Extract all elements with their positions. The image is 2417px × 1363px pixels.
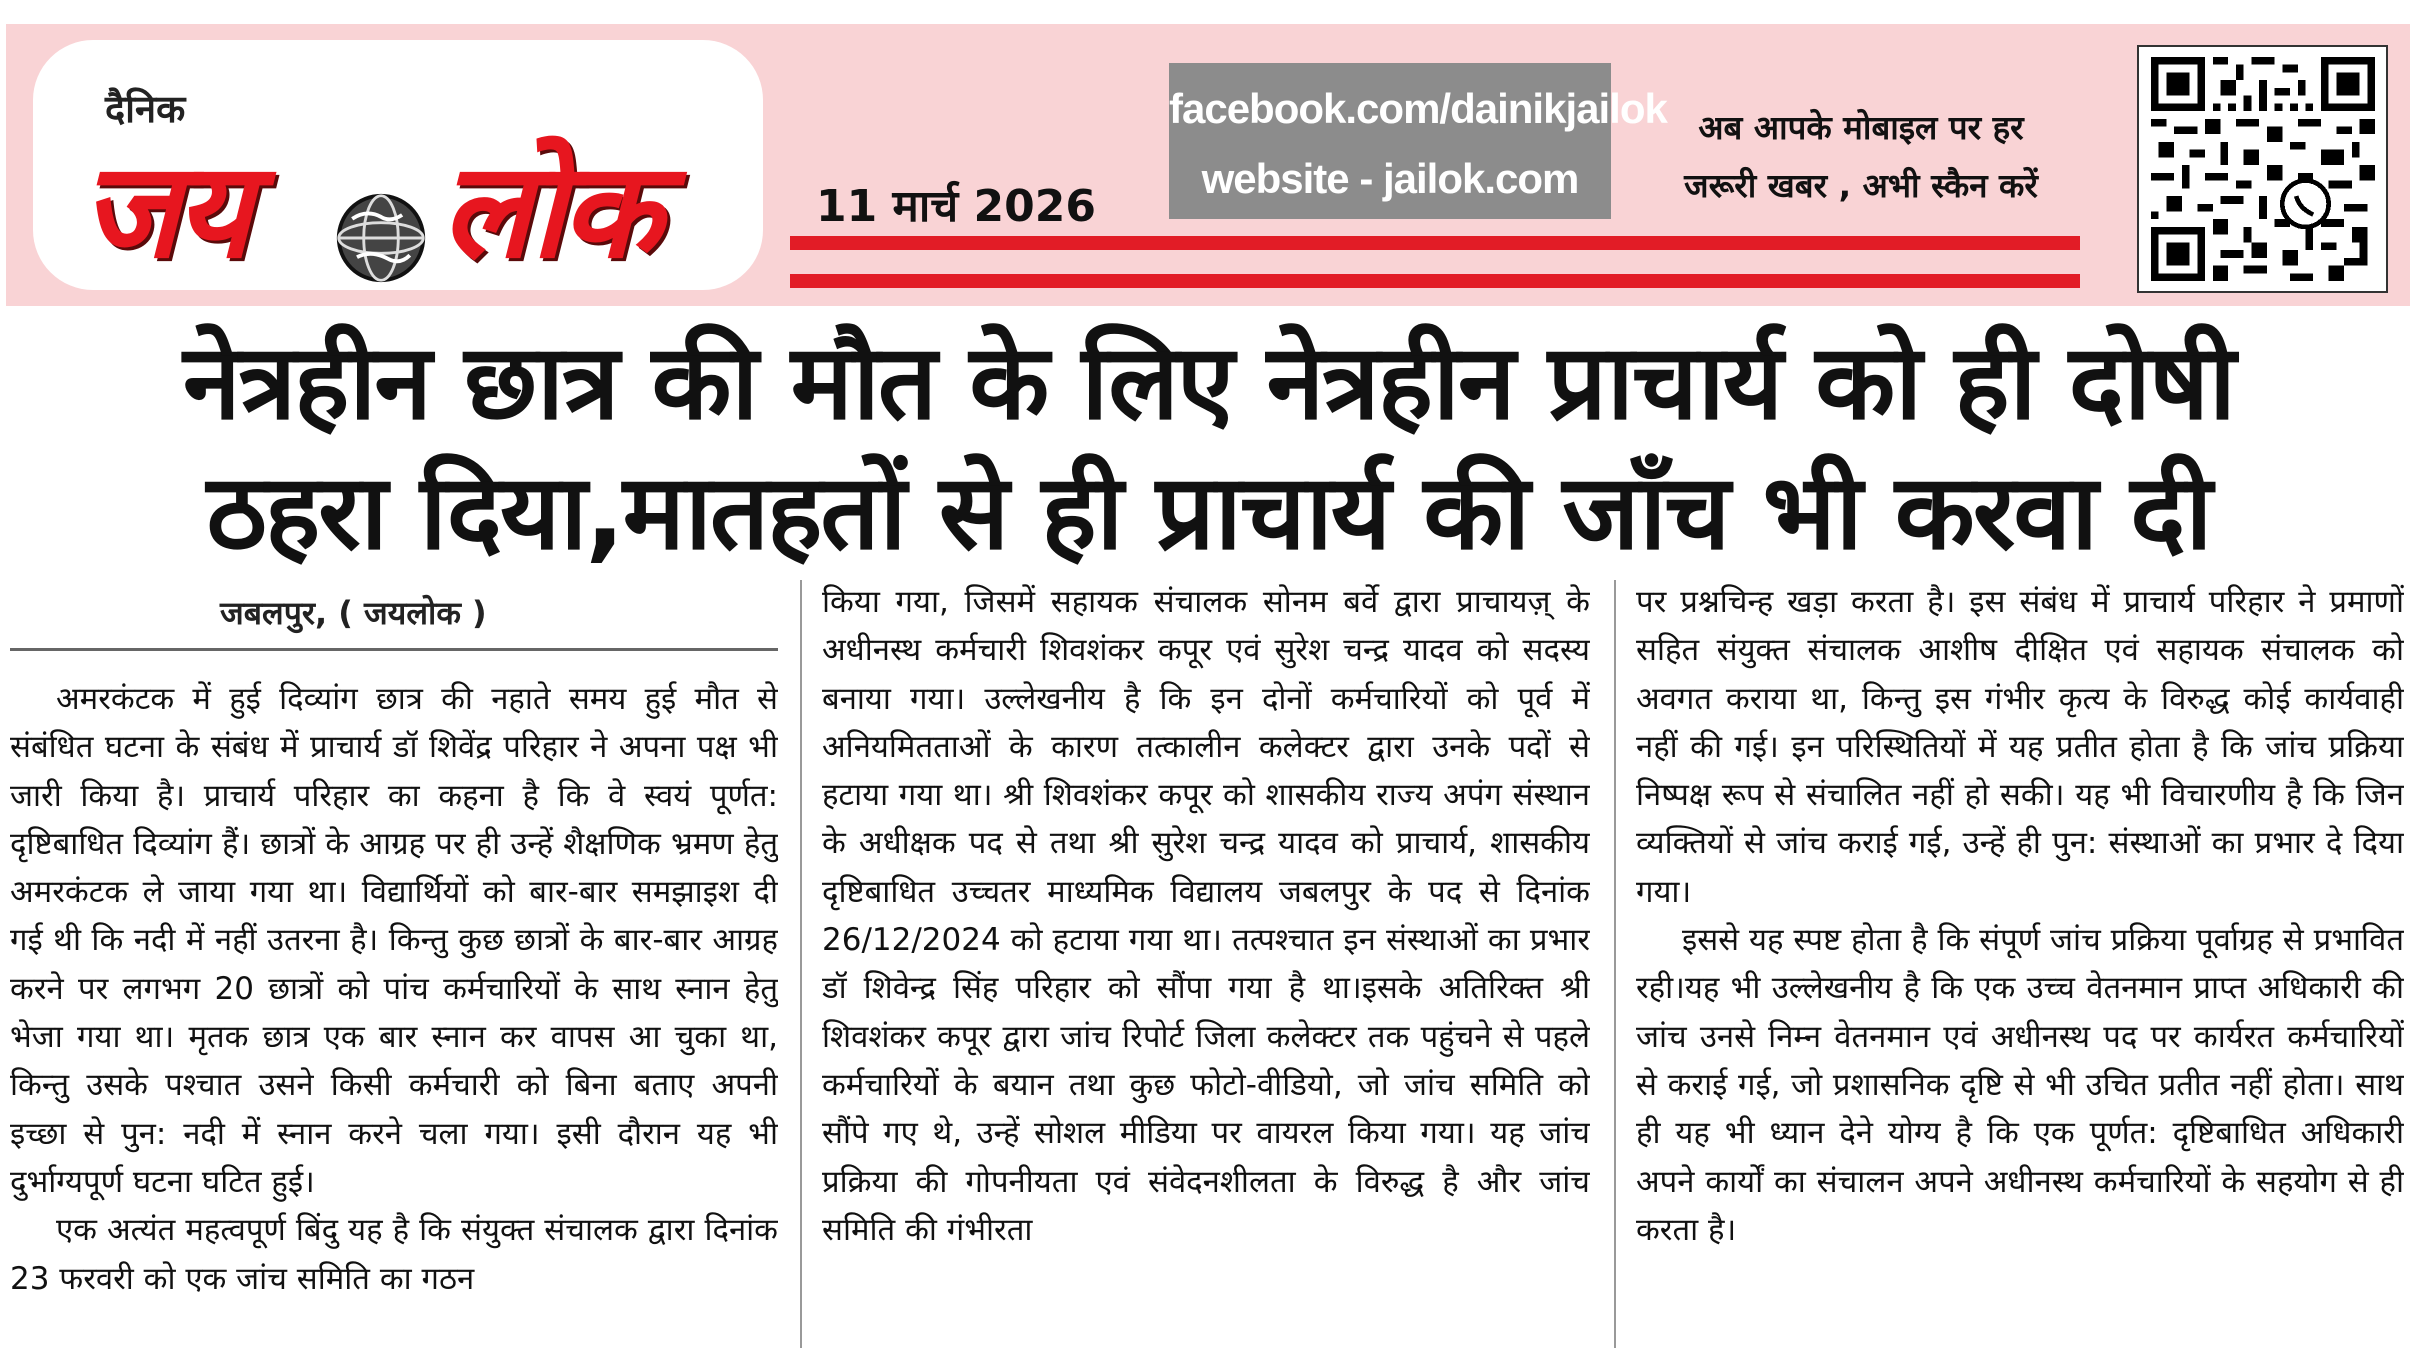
article-paragraph: अमरकंटक में हुई दिव्यांग छात्र की नहाते समय हुई मौत से संबंधित घटना के संबंध में प्राचार्य डॉ शिवेंद्र परिहार ने अपना पक्ष भी जारी किया है। प्राचार्य परिहार का कहना है कि वे स्वयं पूर्णत: दृष्टिबाधित दिव्यांग हैं। छात्रों के आग्रह पर ही उन्हें शैक्षणिक भ्रमण हेतु अमरकंटक ले जाया गया था। विद्यार्थियों को बार-बार समझाइश दी गई थी कि नदी में नहीं उतरना है। किन्तु कुछ छात्रों के बार-बार आग्रह करने पर लगभग 20 छात्रों को पांच कर्मचारियों के साथ स्नान हेतु भेजा गया था। मृतक छात्र एक बार स्नान कर वापस आ चुका था, किन्तु उसके पश्चात उसने किसी कर्मचारी को बिना बताए अपनी इच्छा से पुन: नदी में स्नान करने चला गया। इसी दौरान यह भी दुर्भाग्यपूर्ण घटना घटित हुई।: [10, 681, 778, 1200]
headline-line-2: ठहरा दिया,मातहतों से ही प्राचार्य की जाँच भी करवा दी: [206, 451, 2211, 573]
promo-text-line-2: जरूरी खबर , अभी स्कैन करें: [1684, 166, 2038, 205]
article-column-1: [10, 675, 778, 1347]
logo[interactable]: [33, 40, 763, 290]
headline-line-1: नेत्रहीन छात्र की मौत के लिए नेत्रहीन प्राचार्य को ही दोषी: [183, 321, 2234, 443]
promo-text-line-1: अब आपके मोबाइल पर हर: [1698, 108, 2024, 147]
dateline-rule: [10, 648, 778, 651]
masthead: [6, 24, 2410, 306]
qr-code[interactable]: [2137, 45, 2388, 293]
logo-daily-label: दैनिक: [105, 87, 186, 131]
website-link[interactable]: website - jailok.com: [1201, 155, 1579, 202]
logo-word-jay: जय: [81, 134, 248, 288]
dateline: जबलपुर, ( जयलोक ): [220, 594, 487, 632]
column-divider: [1614, 580, 1616, 1348]
globe-icon: [333, 190, 429, 286]
article-paragraph: किया गया, जिसमें सहायक संचालक सोनम बर्वे द्वारा प्राचायज़् के अधीनस्थ कर्मचारी शिवशंकर कपूर एवं सुरेश चन्द्र यादव को सदस्य बनाया गया। उल्लेखनीय है कि इन दोनों कर्मचारियों को पूर्व में अनियमितताओं के कारण तत्कालीन कलेक्टर द्वारा उनके पदों से हटाया गया था। श्री शिवशंकर कपूर को शासकीय राज्य अपंग संस्थान के अधीक्षक पद से तथा श्री सुरेश चन्द्र यादव को प्राचार्य, शासकीय दृष्टिबाधित उच्चतर माध्यमिक विद्यालय जबलपुर के पद से दिनांक 26/12/2024 को हटाया गया था। तत्पश्चात इन संस्थाओं का प्रभार डॉ शिवेन्द्र सिंह परिहार को सौंपा गया है था।इसके अतिरिक्त श्री शिवशंकर कपूर द्वारा जांच रिपोर्ट जिला कलेक्टर तक पहुंचने से पहले कर्मचारियों के बयान तथा कुछ फोटो-वीडियो, जो जांच समिति को सौंपे गए थे, उन्हें सोशल मीडिया पर वायरल किया गया। यह जांच प्रक्रिया की गोपनीयता एवं संवेदनशीलता के विरुद्ध है और जांच समिति की गंभीरता: [822, 584, 1590, 1248]
qr-code-icon: [2149, 57, 2377, 281]
article-paragraph: पर प्रश्नचिन्ह खड़ा करता है। इस संबंध में प्राचार्य परिहार ने प्रमाणों सहित संयुक्त संचालक आशीष दीक्षित एवं सहायक संचालक को अवगत कराया था, किन्तु इस गंभीर कृत्य के विरुद्ध कोई कार्यवाही नहीं की गई। इन परिस्थितियों में यह प्रतीत होता है कि जांच प्रक्रिया निष्पक्ष रूप से संचालित नहीं हो सकी। यह भी विचारणीय है कि जिन व्यक्तियों से जांच कराई गई, उन्हें ही पुन: संस्थाओं का प्रभार दे दिया गया।: [1636, 584, 2404, 910]
social-links-box: [1169, 63, 1667, 219]
column-divider: [800, 580, 802, 1348]
logo-word-lok: लोक: [441, 134, 659, 288]
red-rule-bottom: [790, 274, 2080, 288]
issue-date: 11 मार्च 2026: [816, 181, 1096, 232]
facebook-link[interactable]: facebook.com/dainikjailok: [1169, 85, 1667, 132]
article-paragraph: एक अत्यंत महत्वपूर्ण बिंदु यह है कि संयुक्त संचालक द्वारा दिनांक 23 फरवरी को एक जांच समिति का गठन: [10, 1212, 778, 1297]
article-column-2: [822, 578, 1590, 1350]
article-column-3: [1636, 578, 2404, 1350]
red-rule-top: [790, 236, 2080, 250]
article-paragraph: इससे यह स्पष्ट होता है कि संपूर्ण जांच प्रक्रिया पूर्वाग्रह से प्रभावित रही।यह भी उल्लेखनीय है कि एक उच्च वेतनमान प्राप्त अधिकारी की जांच उनसे निम्न वेतनमान एवं अधीनस्थ पद पर कार्यरत कर्मचारियों से कराई गई, जो प्रशासनिक दृष्टि से भी उचित प्रतीत नहीं होता। साथ ही यह भी ध्यान देने योग्य है कि एक पूर्णत: दृष्टिबाधित अधिकारी अपने कार्यों का संचालन अपने अधीनस्थ कर्मचारियों के सहयोग से ही करता है।: [1636, 922, 2404, 1248]
